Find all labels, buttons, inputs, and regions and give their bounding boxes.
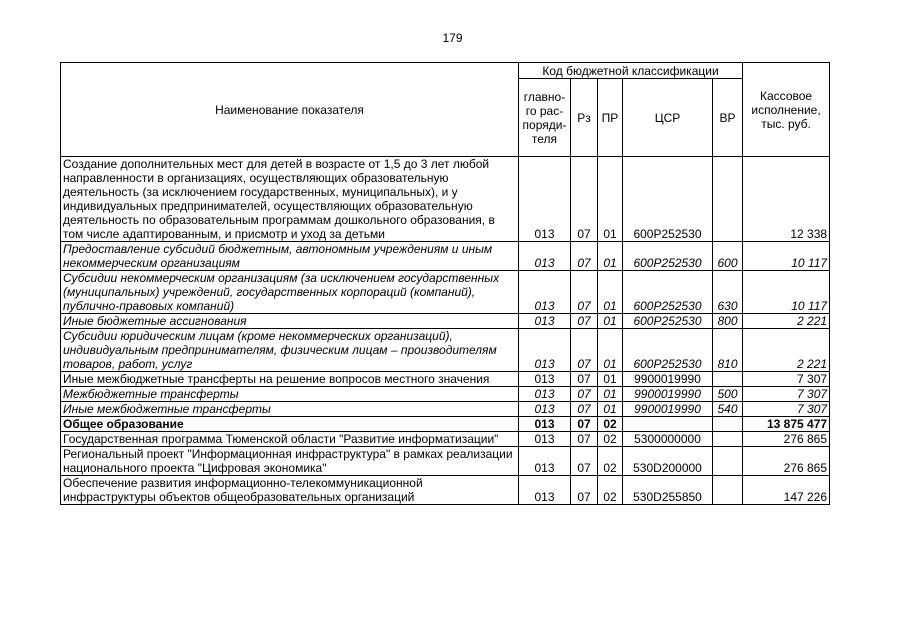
cell-vr: 540 — [713, 402, 743, 417]
cell-vr — [713, 417, 743, 432]
cell-pr: 01 — [598, 157, 623, 242]
cell-csr: 600P252530 — [623, 314, 713, 329]
header-name: Наименование показателя — [61, 63, 519, 157]
cell-name: Обеспечение развития информационно-телекоммуникационной инфраструктуры объектов общеобразовательных организаций — [61, 476, 519, 505]
cell-rz: 07 — [571, 387, 598, 402]
cell-glav: 013 — [519, 157, 571, 242]
cell-rz: 07 — [571, 447, 598, 476]
cell-vr — [713, 157, 743, 242]
cell-glav: 013 — [519, 372, 571, 387]
cell-vr: 810 — [713, 329, 743, 372]
cell-vr: 500 — [713, 387, 743, 402]
cell-glav: 013 — [519, 242, 571, 271]
cell-rz: 07 — [571, 157, 598, 242]
cell-csr: 530D255850 — [623, 476, 713, 505]
cell-csr: 600P252530 — [623, 242, 713, 271]
cell-name: Субсидии юридическим лицам (кроме некоммерческих организаций), индивидуальным предпринимателям, физическим лицам – производителям товаров, работ, услуг — [61, 329, 519, 372]
cell-vr — [713, 447, 743, 476]
header-csr: ЦСР — [623, 79, 713, 157]
budget-table — [60, 62, 830, 505]
cell-amount: 13 875 477 — [743, 417, 830, 432]
cell-csr: 5300000000 — [623, 432, 713, 447]
cell-csr: 9900019990 — [623, 387, 713, 402]
cell-glav: 013 — [519, 271, 571, 314]
cell-amount: 147 226 — [743, 476, 830, 505]
cell-name: Иные бюджетные ассигнования — [61, 314, 519, 329]
cell-rz: 07 — [571, 314, 598, 329]
cell-vr: 600 — [713, 242, 743, 271]
table-row — [61, 432, 830, 447]
table-row — [61, 157, 830, 242]
header-amount: Кассовое исполнение, тыс. руб. — [743, 63, 830, 157]
cell-vr — [713, 372, 743, 387]
cell-glav: 013 — [519, 476, 571, 505]
cell-glav: 013 — [519, 387, 571, 402]
cell-pr: 02 — [598, 447, 623, 476]
cell-glav: 013 — [519, 329, 571, 372]
cell-rz: 07 — [571, 476, 598, 505]
table-row — [61, 447, 830, 476]
cell-amount: 7 307 — [743, 402, 830, 417]
cell-amount: 2 221 — [743, 314, 830, 329]
cell-name: Иные межбюджетные трансферты — [61, 402, 519, 417]
cell-csr: 600P252530 — [623, 271, 713, 314]
table-row — [61, 314, 830, 329]
cell-vr — [713, 432, 743, 447]
cell-amount: 10 117 — [743, 271, 830, 314]
cell-amount: 12 338 — [743, 157, 830, 242]
cell-name: Региональный проект "Информационная инфраструктура" в рамках реализации национального проекта "Цифровая экономика" — [61, 447, 519, 476]
cell-amount: 276 865 — [743, 432, 830, 447]
cell-glav: 013 — [519, 447, 571, 476]
header-vr: ВР — [713, 79, 743, 157]
table-row — [61, 329, 830, 372]
cell-pr: 01 — [598, 271, 623, 314]
header-glav: главно-го рас-поряди-теля — [519, 79, 571, 157]
cell-name: Иные межбюджетные трансферты на решение вопросов местного значения — [61, 372, 519, 387]
table-row — [61, 387, 830, 402]
cell-amount: 276 865 — [743, 447, 830, 476]
cell-csr: 600P252530 — [623, 157, 713, 242]
cell-name: Общее образование — [61, 417, 519, 432]
cell-vr: 800 — [713, 314, 743, 329]
cell-rz: 07 — [571, 372, 598, 387]
table-row — [61, 271, 830, 314]
cell-name: Создание дополнительных мест для детей в возрасте от 1,5 до 3 лет любой направленности в организациях, осуществляющих образовательную деятельность (за исключением государственных, муниципальных), и у индивидуальных предпринимателей, осуществляющих образовательную деятельность по образовательным программам дошкольного образования, в том числе адаптированным, и присмотр и уход за детьми — [61, 157, 519, 242]
cell-csr: 530D200000 — [623, 447, 713, 476]
cell-pr: 01 — [598, 242, 623, 271]
cell-pr: 02 — [598, 432, 623, 447]
cell-rz: 07 — [571, 242, 598, 271]
table-row — [61, 476, 830, 505]
cell-vr — [713, 476, 743, 505]
cell-amount: 10 117 — [743, 242, 830, 271]
table-row — [61, 402, 830, 417]
header-pr: ПР — [598, 79, 623, 157]
cell-name: Межбюджетные трансферты — [61, 387, 519, 402]
cell-pr: 01 — [598, 402, 623, 417]
cell-amount: 7 307 — [743, 387, 830, 402]
cell-rz: 07 — [571, 417, 598, 432]
cell-name: Субсидии некоммерческим организациям (за исключением государственных (муниципальных) учреждений, государственных корпораций (компаний), публично-правовых компаний) — [61, 271, 519, 314]
cell-csr: 9900019990 — [623, 372, 713, 387]
cell-rz: 07 — [571, 329, 598, 372]
cell-vr: 630 — [713, 271, 743, 314]
cell-rz: 07 — [571, 271, 598, 314]
cell-glav: 013 — [519, 402, 571, 417]
cell-rz: 07 — [571, 432, 598, 447]
table-row — [61, 242, 830, 271]
header-rz: Рз — [571, 79, 598, 157]
table-row — [61, 417, 830, 432]
cell-csr: 9900019990 — [623, 402, 713, 417]
cell-name: Предоставление субсидий бюджетным, автономным учреждениям и иным некоммерческим организациям — [61, 242, 519, 271]
cell-name: Государственная программа Тюменской области "Развитие информатизации" — [61, 432, 519, 447]
cell-amount: 2 221 — [743, 329, 830, 372]
cell-pr: 02 — [598, 417, 623, 432]
cell-glav: 013 — [519, 417, 571, 432]
page-number: 179 — [442, 31, 463, 45]
cell-pr: 01 — [598, 314, 623, 329]
cell-csr — [623, 417, 713, 432]
cell-pr: 01 — [598, 372, 623, 387]
cell-pr: 01 — [598, 387, 623, 402]
header-code-group: Код бюджетной классификации — [519, 63, 743, 79]
cell-csr: 600P252530 — [623, 329, 713, 372]
cell-glav: 013 — [519, 432, 571, 447]
table-row — [61, 372, 830, 387]
cell-pr: 02 — [598, 476, 623, 505]
cell-rz: 07 — [571, 402, 598, 417]
cell-pr: 01 — [598, 329, 623, 372]
cell-amount: 7 307 — [743, 372, 830, 387]
cell-glav: 013 — [519, 314, 571, 329]
